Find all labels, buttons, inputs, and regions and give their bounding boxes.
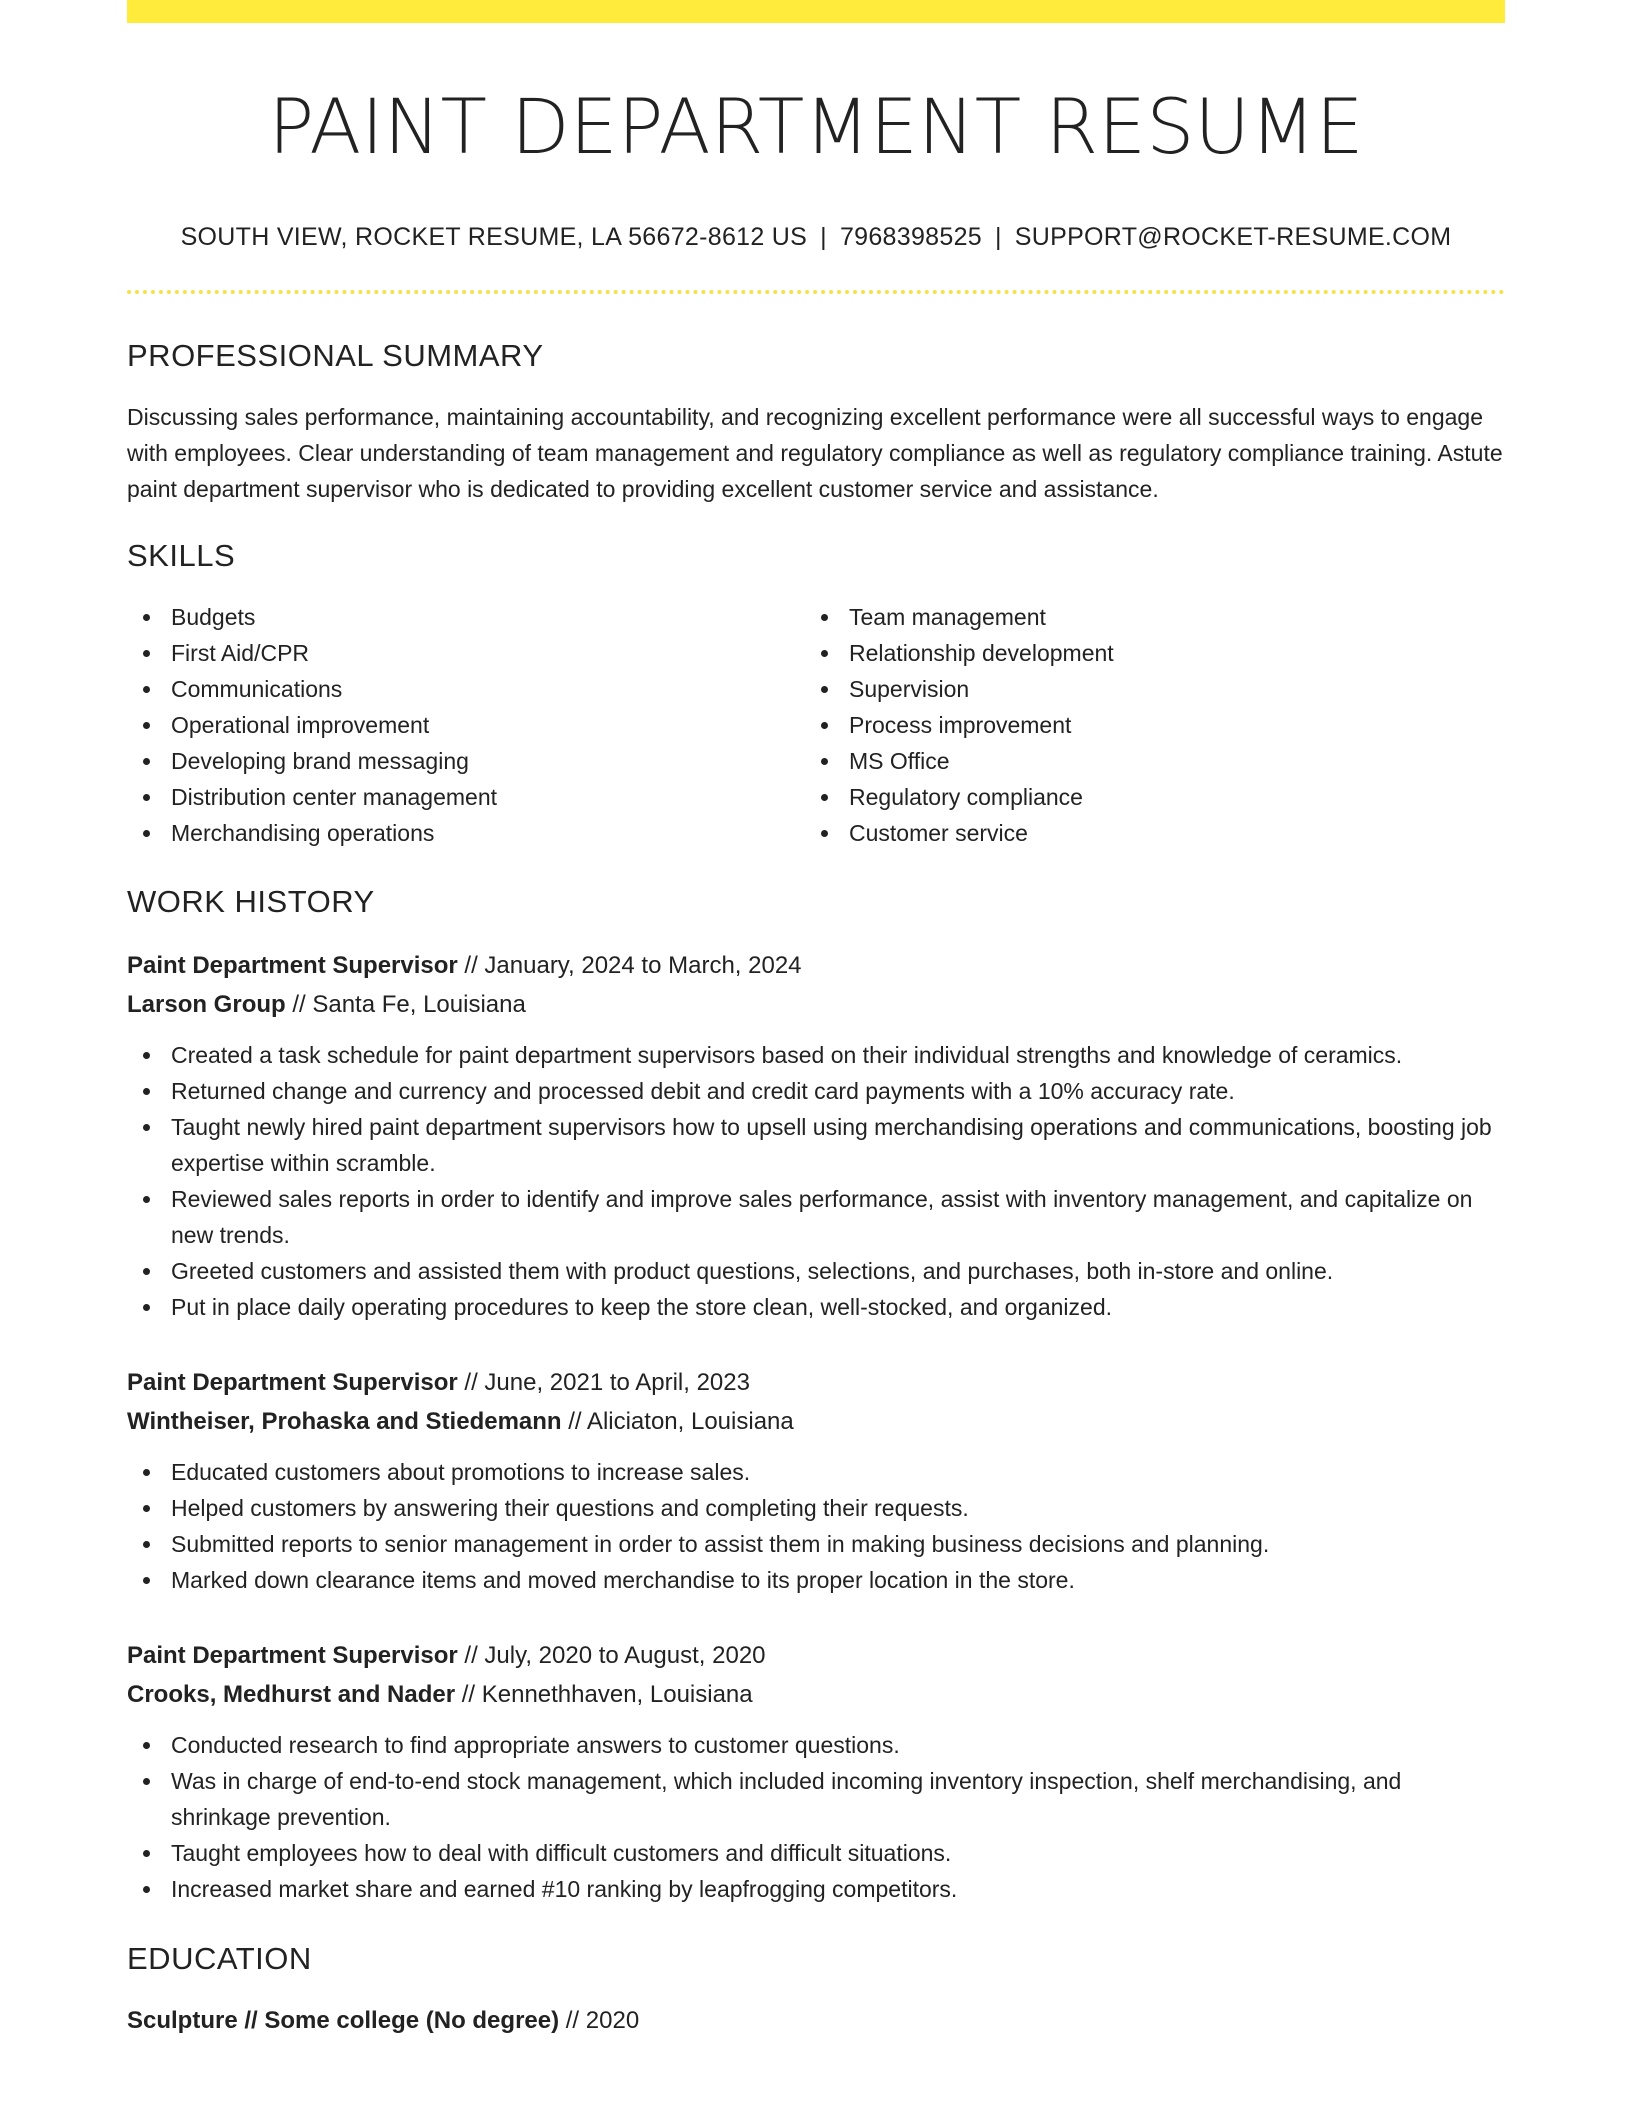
job-bullet: Educated customers about promotions to increase sales. <box>127 1454 1505 1490</box>
job-bullets <box>127 1037 1505 1325</box>
education-heading: EDUCATION <box>127 1940 312 1976</box>
contact-line <box>127 223 1505 252</box>
accent-top-bar <box>127 0 1505 23</box>
job-title-line <box>127 1636 1505 1675</box>
job-entry <box>127 1363 1505 1598</box>
skill-item: Developing brand messaging <box>127 743 805 779</box>
job-bullets <box>127 1727 1505 1907</box>
job-bullet: Reviewed sales reports in order to identify and improve sales performance, assist with inventory management, and capitalize on new trends. <box>127 1181 1505 1253</box>
skill-item: Communications <box>127 671 805 707</box>
job-dates: // January, 2024 to March, 2024 <box>464 951 802 979</box>
summary-text: Discussing sales performance, maintaining accountability, and recognizing excellent performance were all successful ways to engage with employees. Clear understanding of team management and regulatory compliance as well as regulatory compliance training. Astute paint department supervisor who is dedicated to providing excellent customer service and assistance. <box>127 403 1503 502</box>
job-bullet: Put in place daily operating procedures to keep the store clean, well-stocked, and organized. <box>127 1289 1505 1325</box>
job-company-line <box>127 1402 1505 1441</box>
skill-item: Regulatory compliance <box>805 779 1483 815</box>
job-company: Wintheiser, Prohaska and Stiedemann <box>127 1407 562 1435</box>
job-bullet: Helped customers by answering their questions and completing their requests. <box>127 1490 1505 1526</box>
job-title-line <box>127 946 1505 985</box>
job-entry <box>127 1636 1505 1907</box>
job-bullet: Was in charge of end-to-end stock management, which included incoming inventory inspection, shelf merchandising, and shrinkage prevention. <box>127 1763 1505 1835</box>
skill-item: Customer service <box>805 815 1483 851</box>
work-history-heading: WORK HISTORY <box>127 883 375 919</box>
skill-item: Distribution center management <box>127 779 805 815</box>
contact-phone: 7968398525 <box>839 222 982 251</box>
job-bullets <box>127 1454 1505 1598</box>
job-role: Paint Department Supervisor <box>127 1368 458 1396</box>
job-company: Larson Group <box>127 990 286 1018</box>
job-bullet: Returned change and currency and processed debit and credit card payments with a 10% accuracy rate. <box>127 1073 1505 1109</box>
education-year: // 2020 <box>565 2006 640 2034</box>
job-entry <box>127 946 1505 1325</box>
skills-heading: SKILLS <box>127 537 236 573</box>
skill-item: Process improvement <box>805 707 1483 743</box>
job-bullet: Increased market share and earned #10 ranking by leapfrogging competitors. <box>127 1871 1505 1907</box>
resume-page <box>127 0 1505 2040</box>
job-role: Paint Department Supervisor <box>127 951 458 979</box>
job-role: Paint Department Supervisor <box>127 1641 458 1669</box>
job-bullet: Submitted reports to senior management in order to assist them in making business decisions and planning. <box>127 1526 1505 1562</box>
resume-name: PAINT DEPARTMENT RESUME <box>268 82 1364 171</box>
contact-separator: | <box>994 222 1002 251</box>
job-location: // Kennethhaven, Louisiana <box>461 1680 753 1708</box>
skill-item: First Aid/CPR <box>127 635 805 671</box>
education-degree: Sculpture // Some college (No degree) <box>127 2006 560 2034</box>
job-bullet: Greeted customers and assisted them with product questions, selections, and purchases, both in-store and online. <box>127 1253 1505 1289</box>
job-company-line <box>127 1675 1505 1714</box>
job-location: // Aliciaton, Louisiana <box>568 1407 794 1435</box>
job-dates: // June, 2021 to April, 2023 <box>464 1368 750 1396</box>
contact-email: SUPPORT@ROCKET-RESUME.COM <box>1014 222 1452 251</box>
job-bullet: Marked down clearance items and moved merchandise to its proper location in the store. <box>127 1562 1505 1598</box>
job-company: Crooks, Medhurst and Nader <box>127 1680 456 1708</box>
skill-item: Team management <box>805 599 1483 635</box>
summary-heading: PROFESSIONAL SUMMARY <box>127 337 544 373</box>
job-bullet: Taught newly hired paint department supervisors how to upsell using merchandising operations and communications, boosting job expertise within scramble. <box>127 1109 1505 1181</box>
job-bullet: Created a task schedule for paint department supervisors based on their individual strengths and knowledge of ceramics. <box>127 1037 1505 1073</box>
job-bullet: Taught employees how to deal with difficult customers and difficult situations. <box>127 1835 1505 1871</box>
contact-address: SOUTH VIEW, ROCKET RESUME, LA 56672-8612 US <box>180 222 808 251</box>
skills-column-left <box>127 599 805 851</box>
skill-item: Merchandising operations <box>127 815 805 851</box>
contact-separator: | <box>820 222 827 251</box>
skill-item: Supervision <box>805 671 1483 707</box>
skill-item: Budgets <box>127 599 805 635</box>
skills-column-right <box>805 599 1483 851</box>
skills-list <box>127 599 1505 851</box>
job-dates: // July, 2020 to August, 2020 <box>464 1641 766 1669</box>
skill-item: MS Office <box>805 743 1483 779</box>
skill-item: Relationship development <box>805 635 1483 671</box>
skill-item: Operational improvement <box>127 707 805 743</box>
dotted-divider <box>127 290 1505 294</box>
job-company-line <box>127 985 1505 1024</box>
job-bullet: Conducted research to find appropriate answers to customer questions. <box>127 1727 1505 1763</box>
job-location: // Santa Fe, Louisiana <box>292 990 526 1018</box>
education-entry <box>127 2001 1505 2040</box>
job-title-line <box>127 1363 1505 1402</box>
